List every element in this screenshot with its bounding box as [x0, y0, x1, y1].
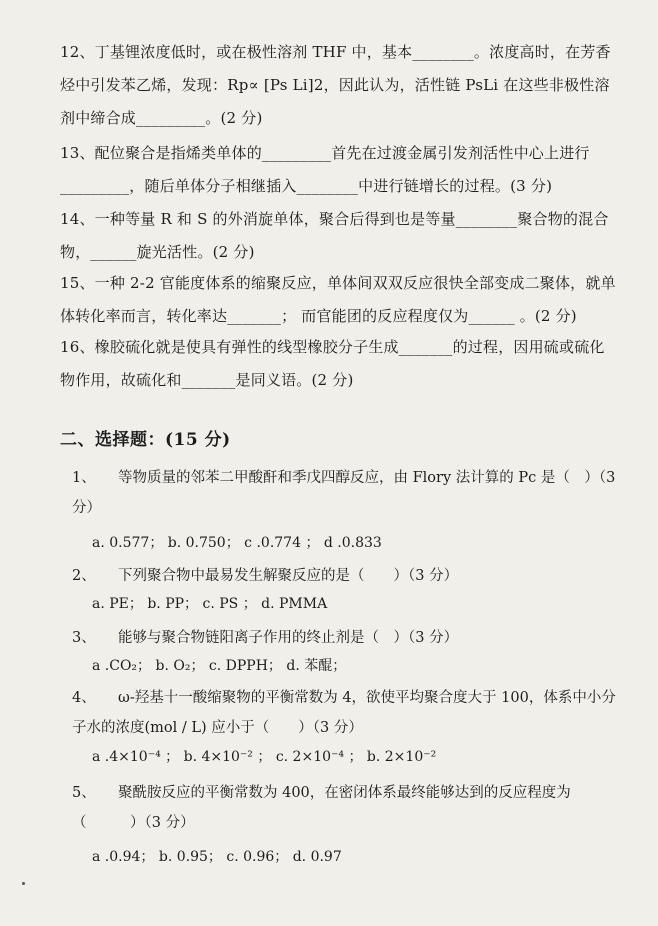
choice-options-3: a .CO₂； b. O₂； c. DPPH； d. 苯醌； [92, 658, 347, 674]
question-number: 5、 [72, 785, 96, 801]
question-number: 3、 [72, 630, 96, 646]
question-text: 下列聚合物中最易发生解聚反应的是（ ）（3 分） [118, 568, 459, 584]
choice-options-4: a .4×10⁻⁴ ； b. 4×10⁻² ； c. 2×10⁻⁴ ； b. 2×10⁻² [92, 749, 437, 765]
question-16: 16、橡胶硫化就是使具有弹性的线型橡胶分子生成_______的过程，因用硫或硫化物作用，故硫化和_______是同义语。(2 分) [60, 338, 605, 389]
question-text: 聚酰胺反应的平衡常数为 400，在密闭体系最终能够达到的反应程度为（ ）（3 分） [72, 785, 571, 831]
question-number: 2、 [72, 568, 96, 584]
question-text: ω-羟基十一酸缩聚物的平衡常数为 4，欲使平均聚合度大于 100，体系中小分子水的浓度(mol / L) 应小于（ ）（3 分） [72, 690, 616, 736]
choice-question-5 [72, 778, 620, 838]
choice-question-4 [72, 683, 620, 743]
question-12: 12、丁基锂浓度低时，或在极性溶剂 THF 中，基本________。浓度高时，在芳香烃中引发苯乙烯，发现：Rp∝ [Ps Li]2，因此认为，活性链 PsLi 在这些非极性溶剂中缔合成_________。(2 分) [60, 43, 611, 127]
choice-question-3 [72, 623, 620, 653]
question-number: 4、 [72, 690, 96, 706]
choice-question-2 [72, 561, 620, 591]
question-text: 能够与聚合物链阳离子作用的终止剂是（ ）（3 分） [118, 630, 459, 646]
section-title: 二、选择题：(15 分) [60, 430, 231, 450]
question-text: 等物质量的邻苯二甲酸酐和季戊四醇反应，由 Flory 法计算的 Pc 是（ ）（3 分） [72, 470, 616, 516]
question-number: 1、 [72, 470, 96, 486]
choice-question-1 [72, 463, 620, 523]
question-14: 14、一种等量 R 和 S 的外消旋单体，聚合后得到也是等量________聚合物的混合物，______旋光活性。(2 分) [60, 210, 609, 261]
question-15: 15、一种 2-2 官能度体系的缩聚反应，单体间双双反应很快全部变成二聚体，就单体转化率而言，转化率达_______； 而官能团的反应程度仅为______ 。(2 分) [60, 274, 616, 325]
choice-options-5: a .0.94； b. 0.95； c. 0.96； d. 0.97 [92, 849, 342, 865]
choice-options-2: a. PE； b. PP； c. PS ； d. PMMA [92, 596, 328, 612]
choice-options-1: a. 0.577； b. 0.750； c .0.774 ； d .0.833 [92, 535, 382, 551]
question-13: 13、配位聚合是指烯类单体的_________首先在过渡金属引发剂活性中心上进行_________，随后单体分子相继插入________中进行链增长的过程。(3 分) [60, 144, 590, 195]
scan-speck [22, 882, 25, 885]
